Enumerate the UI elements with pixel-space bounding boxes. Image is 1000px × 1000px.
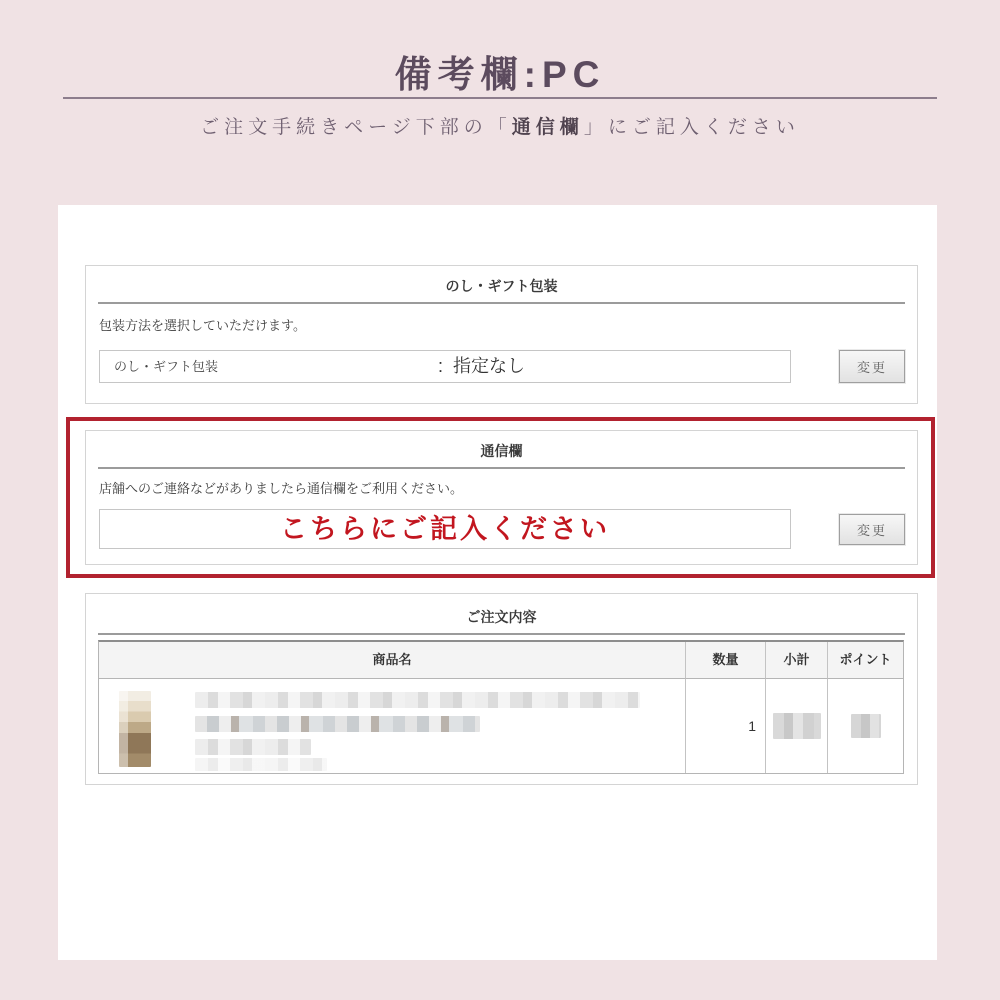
message-field-annotation: こちらにご記入ください [280,514,610,544]
gift-wrap-description: 包装方法を選択していただけます。 [99,318,306,333]
blurred-subtotal-value [773,713,821,739]
order-contents-title: ご注文内容 [466,609,537,625]
gift-wrap-field-separator: : [438,356,444,376]
subtitle-highlight: 通信欄 [511,117,584,138]
gift-wrap-change-button[interactable]: 変更 [839,350,905,383]
column-header-subtotal: 小計 [766,642,828,679]
quantity-cell: 1 [686,679,766,773]
product-name-cell [99,679,686,773]
subtitle-text-before: ご注文手続きページ下部の「 [200,117,512,138]
message-change-button[interactable]: 変更 [839,514,905,545]
blurred-text-line [195,716,480,732]
blurred-text-line [195,692,640,708]
message-description: 店舗へのご連絡などがありましたら通信欄をご利用ください。 [99,481,464,496]
order-contents-divider [98,633,905,635]
message-section-highlight-frame [66,417,935,578]
gift-wrap-section [85,265,918,404]
order-table [98,640,904,774]
message-input-field[interactable] [99,509,791,549]
subtitle-text-after: 」にご記入ください [583,117,800,138]
subtotal-cell [766,679,828,773]
blurred-product-image [119,691,151,767]
blurred-text-line [195,739,311,755]
gift-wrap-section-title: のし・ギフト包装 [445,278,558,294]
gift-wrap-field [99,350,791,383]
column-header-quantity: 数量 [686,642,766,679]
page-title: 備考欄:PC [394,54,606,95]
order-table-header-row [99,642,903,679]
order-table-product-row [99,679,903,773]
checkout-panel [58,205,937,960]
gift-wrap-field-selected: 指定なし [453,356,526,376]
blurred-product-text [195,689,640,771]
title-divider [63,97,937,99]
page-subtitle [0,112,1000,139]
column-header-points: ポイント [828,642,903,679]
blurred-text-line [195,758,327,771]
column-header-product-name: 商品名 [99,642,686,679]
points-cell [828,679,903,773]
message-section [85,430,918,565]
gift-wrap-section-divider [98,302,905,304]
order-contents-section [85,593,918,785]
message-section-title: 通信欄 [480,443,523,459]
gift-wrap-field-value [438,351,525,382]
message-section-divider [98,467,905,469]
gift-wrap-field-label: のし・ギフト包装 [114,359,219,374]
blurred-points-value [851,714,881,738]
